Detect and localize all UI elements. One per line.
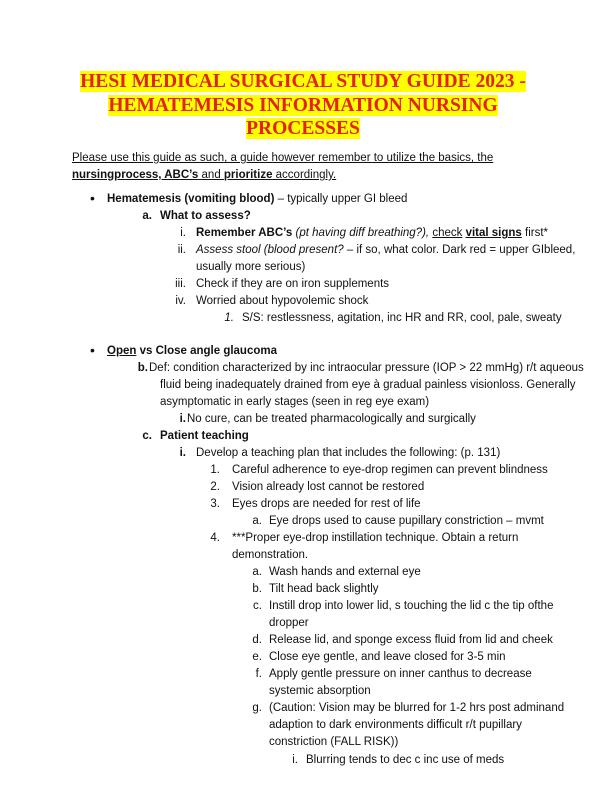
- list-marker: a.: [252, 515, 262, 527]
- list-marker: f.: [255, 668, 262, 680]
- list-marker: d.: [252, 634, 262, 646]
- glaucoma-heading-rest: vs Close angle glaucoma: [136, 345, 277, 357]
- hematemesis-heading: [107, 191, 407, 208]
- step-e: Close eye gentle, and leave closed for 3-5 min: [269, 651, 506, 663]
- shock-signs: S/S: restlessness, agitation, inc HR and RR, cool, pale, sweaty: [242, 312, 562, 324]
- list-marker: 2.: [210, 481, 220, 493]
- bullet-glaucoma: •: [90, 342, 95, 358]
- hematemesis-heading-rest: – typically upper GI bleed: [274, 193, 408, 205]
- assess-item-iron: Check if they are on iron supplements: [196, 278, 390, 290]
- list-marker-a: a.: [142, 210, 152, 222]
- step-g-sub-i: Blurring tends to dec c inc use of meds: [306, 754, 505, 766]
- list-marker: i.: [179, 413, 186, 425]
- glaucoma-def-line-1: Def: condition characterized by inc intraocular pressure (IOP > 22 mmHg) r/t aqueous: [149, 362, 584, 374]
- list-marker: e.: [252, 651, 262, 663]
- teaching-plan: Develop a teaching plan that includes the following: (p. 131): [196, 447, 501, 459]
- assess-item-abc: [196, 225, 548, 242]
- intro-text-3: accordingly.: [272, 169, 337, 181]
- list-marker-c: c.: [142, 430, 152, 442]
- step-g-line-3: constriction (FALL RISK)): [269, 736, 399, 748]
- teaching-item-3a: Eye drops used to cause pupillary constriction – mvmt: [269, 515, 544, 527]
- intro-paragraph: [72, 150, 542, 184]
- list-marker: 3.: [210, 498, 220, 510]
- list-marker: g.: [252, 702, 262, 714]
- step-d: Release lid, and sponge excess fluid from lid and cheek: [269, 634, 553, 646]
- intro-bold-1: nursingprocess, ABC’s: [72, 169, 199, 181]
- step-g-line-2: adaption to dark environments difficult r/t pupillary: [269, 719, 522, 731]
- assess-item-shock: Worried about hypovolemic shock: [196, 295, 369, 307]
- bullet-hematemesis: •: [90, 190, 95, 206]
- assess-abc-vitals: vital signs: [465, 227, 522, 239]
- list-marker: a.: [252, 566, 262, 578]
- assess-item-stool: [196, 242, 575, 259]
- hematemesis-heading-bold: Hematemesis (vomiting blood): [107, 193, 275, 205]
- intro-text-2: and: [198, 169, 224, 181]
- step-c-line-2: dropper: [269, 617, 309, 629]
- assess-abc-check: check: [432, 227, 463, 239]
- list-marker: 1.: [210, 464, 220, 476]
- document-title: [60, 70, 546, 141]
- list-marker: 1.: [224, 312, 234, 324]
- assess-item-stool-cont: usually more serious): [196, 261, 306, 273]
- what-to-assess: What to assess?: [160, 210, 251, 222]
- list-marker-b: b.: [137, 362, 148, 374]
- list-marker: iv.: [175, 295, 186, 307]
- list-marker: b.: [252, 583, 262, 595]
- intro-text-1: Please use this guide as such, a guide however remember to utilize the basics, the: [72, 152, 494, 164]
- title-line-2: HEMATEMESIS INFORMATION NURSING: [108, 94, 498, 116]
- teaching-item-4-line-1: ***Proper eye-drop instillation technique. Obtain a return: [232, 532, 519, 544]
- title-line-3: PROCESSES: [246, 118, 360, 139]
- list-marker: i.: [180, 227, 186, 239]
- glaucoma-def-line-2: fluid being inadequately drained from eye à gradual painless visionloss. Generally: [160, 379, 576, 391]
- text-span: first*: [521, 227, 549, 239]
- intro-bold-2: prioritize: [223, 169, 273, 181]
- list-marker: ii.: [177, 244, 186, 256]
- list-marker: 4.: [210, 532, 220, 544]
- list-marker: i.: [179, 447, 186, 459]
- step-c-line-1: Instill drop into lower lid, s touching the lid c the tip ofthe: [269, 600, 554, 612]
- glaucoma-heading-open: Open: [107, 345, 137, 357]
- patient-teaching: Patient teaching: [160, 430, 249, 442]
- assess-abc-italic: (pt having diff breathing?),: [292, 227, 430, 239]
- step-b: Tilt head back slightly: [269, 583, 379, 595]
- glaucoma-no-cure: No cure, can be treated pharmacologically and surgically: [187, 413, 476, 425]
- step-a: Wash hands and external eye: [269, 566, 421, 578]
- step-f-line-1: Apply gentle pressure on inner canthus to decrease: [269, 668, 532, 680]
- teaching-item-4-line-2: demonstration.: [232, 549, 309, 561]
- glaucoma-heading: [107, 343, 277, 360]
- step-g-line-1: (Caution: Vision may be blurred for 1-2 hrs post adminand: [269, 702, 565, 714]
- list-marker: i.: [292, 754, 298, 766]
- glaucoma-def-line-3: asymptomatic in early stages (seen in reg eye exam): [160, 396, 430, 408]
- list-marker: c.: [253, 600, 262, 612]
- teaching-item-1: Careful adherence to eye-drop regimen can prevent blindness: [232, 464, 548, 476]
- teaching-item-2: Vision already lost cannot be restored: [232, 481, 425, 493]
- assess-stool-rest: – if so, what color. Dark red = upper GIbleed,: [343, 244, 576, 256]
- teaching-item-3: Eyes drops are needed for rest of life: [232, 498, 421, 510]
- assess-abc-bold: Remember ABC’s: [196, 227, 293, 239]
- assess-stool-italic: Assess stool (blood present?: [196, 244, 344, 256]
- list-marker: iii.: [175, 278, 186, 290]
- title-line-1: HESI MEDICAL SURGICAL STUDY GUIDE 2023 -: [80, 71, 526, 92]
- step-f-line-2: systemic absorption: [269, 685, 371, 697]
